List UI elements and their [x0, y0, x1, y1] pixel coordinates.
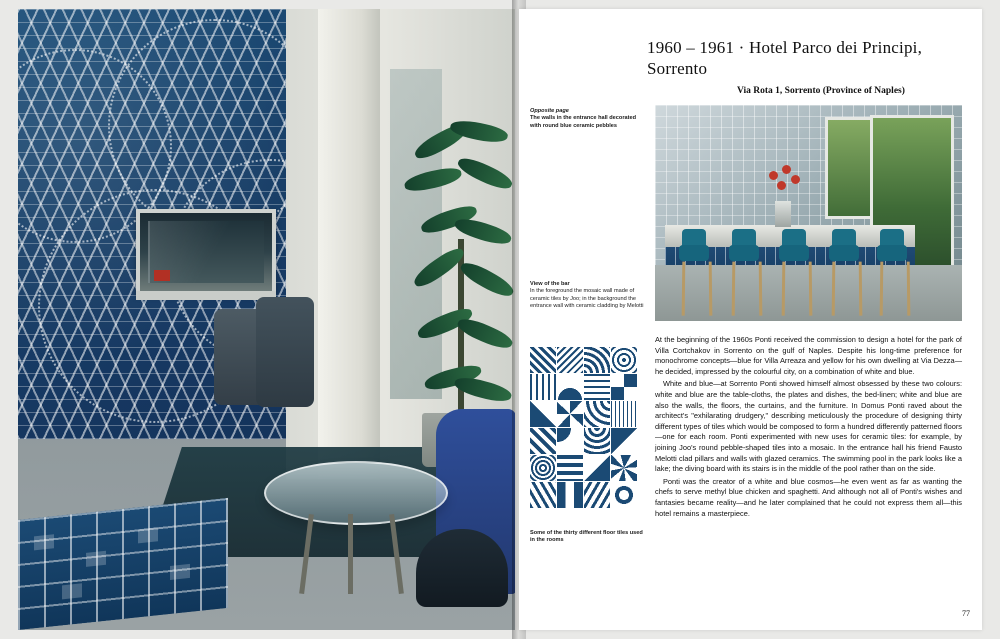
tile-sample — [611, 482, 637, 508]
tile-sample — [530, 482, 556, 508]
stool-seat — [729, 245, 759, 261]
window-sill — [136, 291, 276, 300]
tile-sample — [530, 347, 556, 373]
caption-heading: Opposite page — [530, 108, 569, 114]
blue-floor-tiles — [18, 498, 228, 630]
floor-tile-sample-grid — [530, 347, 640, 508]
table-leg — [389, 514, 404, 594]
page-number: 77 — [962, 609, 970, 618]
plant-leaf — [455, 153, 515, 194]
body-paragraph: At the beginning of the 1960s Ponti received the commission to design a hotel for the park of Villa Cortchakov in Sorrento on the gulf of Naples. Despite his long-time preference for monochrome concepts—blue for Villa Arreaza and yellow for his own dwelling at Via Dezza—he decided, impressed by the colourful city, on a combination of white and blue. — [655, 335, 962, 376]
bar-stool — [877, 245, 907, 315]
caption-floor-tiles — [530, 530, 648, 545]
table-legs — [296, 514, 406, 594]
bar-stool — [729, 245, 759, 315]
caption-text: The walls in the entrance hall decorated with round blue ceramic pebbles — [530, 115, 636, 129]
tile-sample — [611, 347, 637, 373]
red-accent-object — [154, 270, 170, 281]
tile-sample — [584, 482, 610, 508]
hotel-bar-photo — [655, 105, 962, 321]
vase — [775, 201, 791, 227]
bar-stool — [779, 245, 809, 315]
caption-opposite-page — [530, 108, 648, 130]
tile-sample — [584, 428, 610, 454]
page-address: Via Rota 1, Sorrento (Province of Naples) — [737, 86, 905, 96]
stool-seat — [829, 245, 859, 261]
armchair-grey — [256, 297, 314, 407]
tile-sample — [530, 455, 556, 481]
left-page-photo — [18, 9, 515, 630]
flower-bloom — [791, 175, 800, 184]
caption-heading: View of the bar — [530, 281, 570, 287]
flower-vase — [763, 165, 803, 227]
tile-sample — [584, 455, 610, 481]
plant-leaf — [403, 165, 463, 194]
floor-tile-accent — [86, 551, 106, 567]
tile-sample — [611, 455, 637, 481]
potted-plant — [410, 119, 515, 449]
tile-sample — [530, 401, 556, 427]
bar-stool — [829, 245, 859, 315]
tile-sample — [557, 455, 583, 481]
floor-tile-accent — [170, 564, 190, 580]
tile-sample — [584, 374, 610, 400]
plant-leaf — [455, 314, 515, 353]
tile-sample — [584, 401, 610, 427]
tile-sample — [611, 428, 637, 454]
tile-sample — [557, 374, 583, 400]
tile-sample — [584, 347, 610, 373]
caption-view-of-the-bar — [530, 281, 648, 311]
right-page — [519, 9, 982, 630]
tile-sample — [611, 401, 637, 427]
wall-window-frame — [136, 209, 276, 295]
stool-legs — [832, 262, 863, 316]
page-title: 1960 – 1961 · Hotel Parco dei Principi, Sorrento — [647, 38, 923, 78]
stool-legs — [682, 262, 713, 316]
flower-bloom — [777, 181, 786, 190]
flower-bloom — [782, 165, 791, 174]
wall-column — [318, 9, 380, 479]
body-text — [655, 335, 962, 519]
stool-seat — [877, 245, 907, 261]
tile-sample — [557, 347, 583, 373]
caption-text: In the foreground the mosaic wall made of ceramic tiles by Joo; in the background the entrance wall with ceramic cladding by Melotti — [530, 288, 644, 310]
tile-sample — [557, 401, 583, 427]
table-leg — [299, 514, 314, 594]
stool-seat — [679, 245, 709, 261]
flower-bloom — [769, 171, 778, 180]
stool-legs — [732, 262, 763, 316]
plant-leaf — [458, 258, 515, 302]
bar-stool — [679, 245, 709, 315]
plant-leaf — [449, 117, 509, 146]
stool-legs — [880, 262, 911, 316]
stool-legs — [782, 262, 813, 316]
tile-sample — [530, 428, 556, 454]
tile-sample — [557, 428, 583, 454]
caption-text: Some of the thirty different floor tiles used in the rooms — [530, 530, 643, 544]
tile-sample — [611, 374, 637, 400]
tile-sample — [557, 482, 583, 508]
floor-tile-accent — [62, 583, 82, 599]
table-leg — [348, 514, 353, 594]
floor-tile-accent — [34, 534, 54, 550]
floor-tile-accent — [138, 527, 158, 543]
hotel-entrance-hall-photo — [18, 9, 515, 630]
tile-sample — [530, 374, 556, 400]
body-paragraph: White and blue—at Sorrento Ponti showed himself almost obsessed by these two colours: white and blue are the table-cloths, the plates and dishes, the bed-linen; white and blue are also the walls, the floors, the curtains, and the furniture. In Domus Ponti raved about the architect's "exhilarating drudgery," describing meticulously the procedure of designing thirty different types of tiles which would be composed to form a hundred differently patterned floors—one for each room. Ponti experimented with new uses for ceramic tiles: for example, by joining Joo's round pebble-shaped tiles into a mosaic. In the entrance hall his friend Fausto Melotti clad pillars and walls with glazed ceramics. The swimming pool in the park looks like a lake; the diving board with its stairs is in the middle of the pool rather than on the side. — [655, 379, 962, 474]
stool-seat — [779, 245, 809, 261]
body-paragraph: Ponti was the creator of a white and blue cosmos—he even went as far as wanting the chefs to serve methyl blue chicken and spaghetti. And although not all of Ponti's wishes and fantasies became reality—and he later complained that he could not express them all—this hotel remains a masterpiece. — [655, 476, 962, 518]
armchair-dark — [416, 529, 508, 607]
